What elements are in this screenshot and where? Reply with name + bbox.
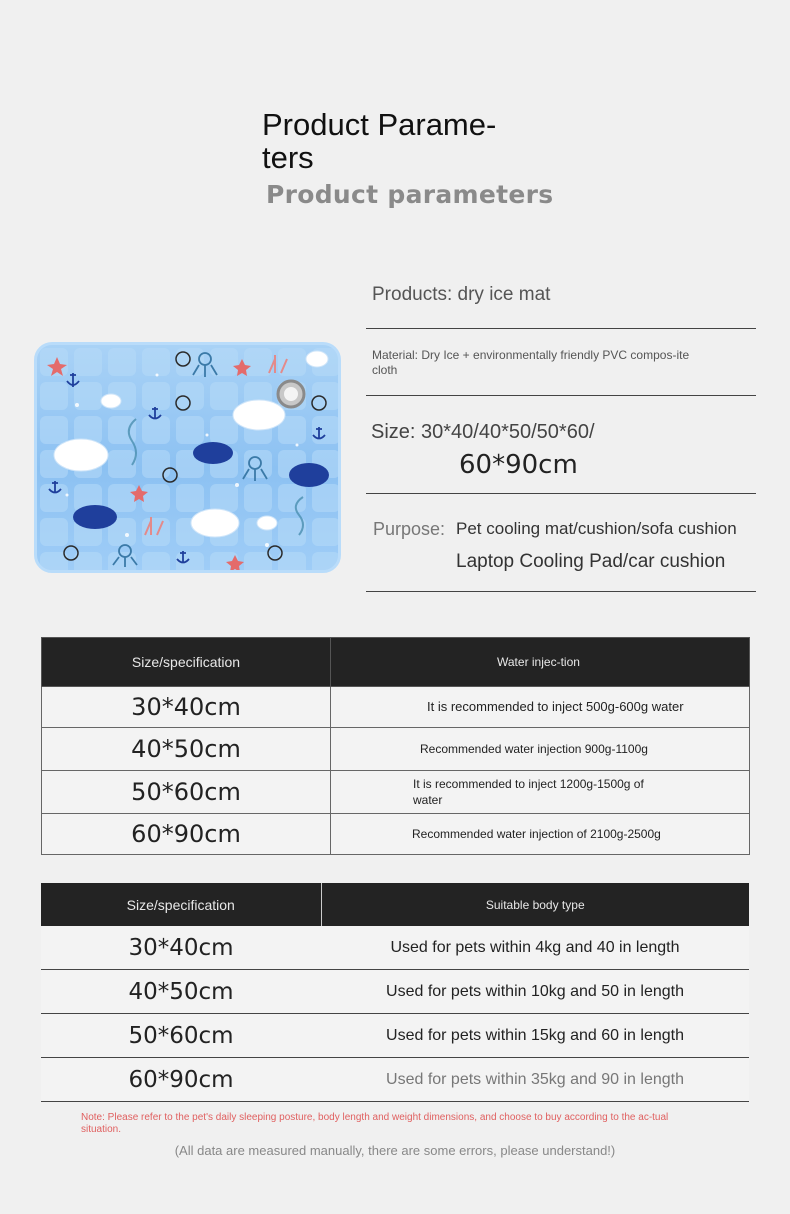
- size-cell: 30*40cm: [42, 687, 331, 728]
- table-row: [41, 1058, 749, 1102]
- size-cell: 40*50cm: [42, 728, 331, 771]
- spec-purpose-label: Purpose:: [373, 519, 446, 539]
- size-cell: 30*40cm: [41, 926, 321, 970]
- spec-material: Material: Dry Ice + environmentally friendly PVC compos-ite cloth: [372, 348, 690, 377]
- divider: [366, 591, 756, 592]
- spec-size-label: Size: 30*40/40*50/50*60/: [371, 421, 595, 443]
- table-row: [41, 1014, 749, 1058]
- table-row: [41, 926, 749, 970]
- size-cell: 40*50cm: [41, 970, 321, 1014]
- size-cell: 50*60cm: [41, 1014, 321, 1058]
- water-injection-table: [41, 637, 750, 855]
- spec-size-large: 60*90cm: [459, 450, 578, 480]
- size-cell: 50*60cm: [42, 771, 331, 814]
- body-cell: Used for pets within 15kg and 60 in length: [321, 1014, 749, 1058]
- table-row: [42, 728, 750, 771]
- table-row: [42, 771, 750, 814]
- body-cell: Used for pets within 4kg and 40 in length: [321, 926, 749, 970]
- divider: [366, 493, 756, 494]
- water-cell: It is recommended to inject 1200g-1500g of water: [331, 771, 750, 814]
- table-row: [41, 970, 749, 1014]
- spec-purpose-line-1: Pet cooling mat/cushion/sofa cushion: [456, 519, 737, 538]
- water-cell: It is recommended to inject 500g-600g water: [331, 687, 750, 728]
- divider: [366, 395, 756, 396]
- footer-disclaimer: (All data are measured manually, there are some errors, please understand!): [174, 1143, 616, 1158]
- page-subtitle: Product parameters: [266, 180, 554, 209]
- footer-note: Note: Please refer to the pet's daily sleeping posture, body length and weight dimensions, and choose to buy according to the ac-tual situation.: [81, 1112, 669, 1135]
- size-cell: 60*90cm: [42, 814, 331, 855]
- product-image-ice-mat: [34, 342, 341, 573]
- water-cell: Recommended water injection of 2100g-2500g: [331, 814, 750, 855]
- table-header-size: Size/specification: [41, 883, 321, 926]
- table-header-water: Water injec-tion: [331, 638, 750, 687]
- body-type-table: [41, 883, 749, 1102]
- ocean-pattern-illustration: [37, 345, 338, 570]
- table-header-body-type: Suitable body type: [321, 883, 749, 926]
- water-cell: Recommended water injection 900g-1100g: [331, 728, 750, 771]
- table-row: [42, 687, 750, 728]
- body-cell: Used for pets within 10kg and 50 in length: [321, 970, 749, 1014]
- size-cell: 60*90cm: [41, 1058, 321, 1102]
- body-cell: Used for pets within 35kg and 90 in length: [321, 1058, 749, 1102]
- table-header-size: Size/specification: [42, 638, 331, 687]
- page-title: Product Parame-ters: [262, 107, 497, 175]
- divider: [366, 328, 756, 329]
- spec-products: Products: dry ice mat: [372, 284, 551, 305]
- table-row: [42, 814, 750, 855]
- spec-purpose-line-2: Laptop Cooling Pad/car cushion: [456, 551, 726, 572]
